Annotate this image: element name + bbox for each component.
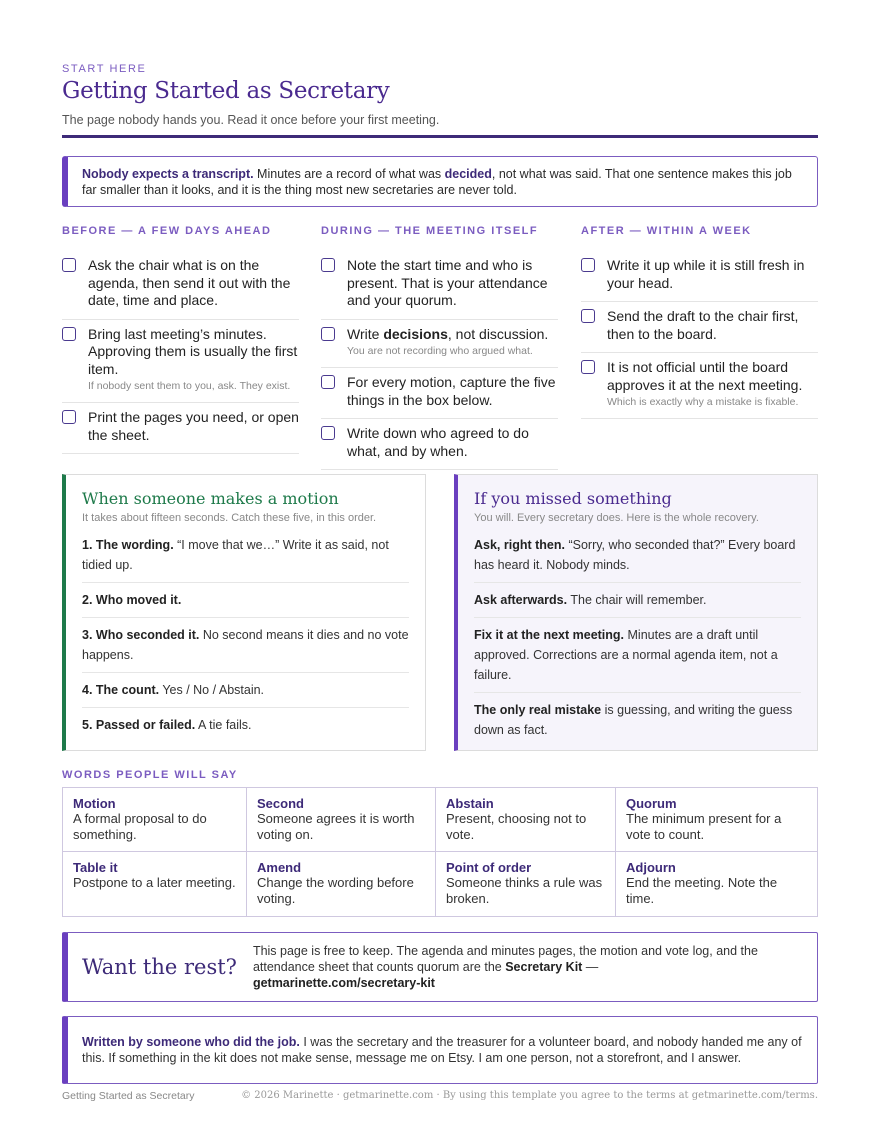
checkbox[interactable] [321,375,335,389]
step-text: “Sorry, who seconded that?” Every board has heard it. Nobody minds. [474,538,796,572]
recovery-step [474,700,801,747]
glossary-cell [616,852,817,916]
task-label: Write down who agreed to do what, and by when. [347,425,529,459]
checklist-item [62,320,299,404]
kit-promo-heading: Want the rest? [82,955,237,979]
checkbox[interactable] [581,258,595,272]
task-label: Note the start time and who is present. That is your attendance and your quorum. [347,257,548,308]
glossary-grid [62,787,818,917]
checkbox[interactable] [581,360,595,374]
checkbox[interactable] [321,258,335,272]
author-text [82,1034,807,1066]
checklist-item [62,251,299,320]
key-insight-callout [62,156,818,207]
checkbox[interactable] [62,410,76,424]
task-label-pre: Write [347,325,384,342]
recovery-step [474,625,801,693]
task-note: If nobody sent them to you, ask. They exist. [88,380,291,392]
kit-promo-body: This page is free to keep. The agenda and minutes pages, the motion and vote log, and the attendance sheet that counts quorum are the [252,944,758,974]
kit-promo-text [253,943,817,991]
glossary-cell [247,788,436,852]
recovery-step [474,535,801,583]
step-label: The only real mistake [474,703,602,717]
glossary-definition: The minimum present for a vote to count. [626,811,782,842]
step-text: is guessing, and writing the guess down as fact. [474,703,793,737]
footer-title: Getting Started as Secretary [62,1090,195,1102]
task-label: For every motion, capture the five things in the box below. [347,374,556,408]
motion-step [82,680,409,708]
glossary-definition: Postpone to a later meeting. [73,875,236,890]
task-label: Send the draft to the chair first, then to the board. [607,308,799,342]
callout-text-2: , not what was said. That one sentence makes this job far smaller than it looks, and it is the thing most new secretaries are never told. [82,166,792,197]
glossary-cell [436,852,616,916]
recovery-step [474,590,801,618]
glossary-cell [63,852,247,916]
missed-card [454,474,818,751]
checklist-during [321,225,558,470]
motion-step [82,590,409,618]
glossary-definition: Change the wording before voting. [257,875,414,906]
task-label: Write it up while it is still fresh in your head. [607,257,805,291]
step-label: 5. Passed or failed. [82,718,196,732]
step-label: 4. The count. [82,683,160,697]
task-label: Ask the chair what is on the agenda, then send it out with the date, time and place. [88,257,291,308]
step-text: No second means it dies and no vote happens. [82,628,409,662]
header-divider [62,135,818,138]
kit-promo-box [62,932,818,1002]
step-label: 3. Who seconded it. [82,628,200,642]
task-label-post: , not discussion. [447,325,549,342]
glossary-term: Point of order [446,860,532,875]
checklist-before [62,225,299,454]
missed-card-heading: If you missed something [474,489,672,508]
glossary-definition: End the meeting. Note the time. [626,875,778,906]
checkbox[interactable] [321,426,335,440]
checklist-item [581,353,818,419]
callout-emphasis: decided [444,166,492,181]
glossary-definition: Someone thinks a rule was broken. [446,875,603,906]
kit-url-link[interactable]: getmarinette.com/secretary-kit [252,976,435,990]
kit-dash: — [582,960,599,974]
task-label: Print the pages you need, or open the sheet. [88,409,299,443]
task-label-bold: decisions [383,325,448,342]
checklist-item [581,251,818,302]
motion-card-heading: When someone makes a motion [82,489,339,508]
motion-card-subtitle: It takes about fifteen seconds. Catch these five, in this order. [82,512,377,524]
checkbox[interactable] [62,327,76,341]
glossary-cell [436,788,616,852]
callout-text [82,166,809,198]
glossary-definition: Someone agrees it is worth voting on. [257,811,415,842]
task-note: Which is exactly why a mistake is fixable. [607,396,799,408]
glossary-term: Adjourn [626,860,676,875]
task-note: You are not recording who argued what. [347,345,533,357]
checklist-item [321,419,558,470]
checkbox[interactable] [321,327,335,341]
step-text: The chair will remember. [567,593,707,607]
glossary-term: Motion [73,796,116,811]
author-note [62,1016,818,1084]
glossary-heading: WORDS PEOPLE WILL SAY [62,769,238,781]
step-label: 1. The wording. [82,538,174,552]
page-subtitle: The page nobody hands you. Read it once before your first meeting. [62,113,440,127]
missed-card-subtitle: You will. Every secretary does. Here is the whole recovery. [474,512,759,524]
checklist-item [321,320,558,369]
checklist-heading-after: AFTER — WITHIN A WEEK [581,225,752,237]
callout-text-1: Minutes are a record of what was [253,166,445,181]
checklist-item [62,403,299,454]
step-text: Minutes are a draft until approved. Corrections are a normal agenda item, not a failure. [474,628,778,682]
motion-step [82,535,409,583]
checklist-heading-during: DURING — THE MEETING ITSELF [321,225,539,237]
checkbox[interactable] [62,258,76,272]
kit-name: Secretary Kit [505,960,583,974]
task-label: Bring last meeting’s minutes. Approving them is usually the first item. [88,325,298,377]
glossary-term: Abstain [446,796,494,811]
checklist-after [581,225,818,419]
step-label: 2. Who moved it. [82,593,182,607]
glossary-term: Quorum [626,796,677,811]
checklist-item [321,251,558,320]
author-lead: Written by someone who did the job. [82,1035,300,1049]
motion-step [82,625,409,673]
motion-card [62,474,426,751]
eyebrow-label: START HERE [62,63,147,75]
step-text: “I move that we…” Write it as said, not tidied up. [82,538,389,572]
glossary-term: Amend [257,860,302,875]
checklist-heading-before: BEFORE — A FEW DAYS AHEAD [62,225,272,237]
glossary-cell [247,852,436,916]
glossary-cell [616,788,817,852]
motion-step [82,715,409,742]
checklist-item [321,368,558,419]
author-body: I was the secretary and the treasurer for a volunteer board, and nobody handed me any of this. If something in the kit does not make sense, message me on Etsy. I am one person, not a storefront, and I answer. [82,1035,802,1065]
callout-lead: Nobody expects a transcript. [82,166,254,181]
step-label: Fix it at the next meeting. [474,628,625,642]
glossary-cell [63,788,247,852]
step-text: Yes / No / Abstain. [159,683,265,697]
task-label: It is not official until the board approves it at the next meeting. [607,359,803,393]
step-label: Ask afterwards. [474,593,568,607]
footer-copyright: © 2026 Marinette · getmarinette.com · By using this template you agree to the terms at getmarinette.com/terms. [241,1090,818,1101]
glossary-term: Table it [73,860,118,875]
checkbox[interactable] [581,309,595,323]
step-label: Ask, right then. [474,538,565,552]
step-text: A tie fails. [195,718,252,732]
page-title: Getting Started as Secretary [62,78,390,104]
checklist-item [581,302,818,353]
glossary-definition: Present, choosing not to vote. [446,811,587,842]
glossary-definition: A formal proposal to do something. [73,811,207,842]
glossary-term: Second [257,796,304,811]
